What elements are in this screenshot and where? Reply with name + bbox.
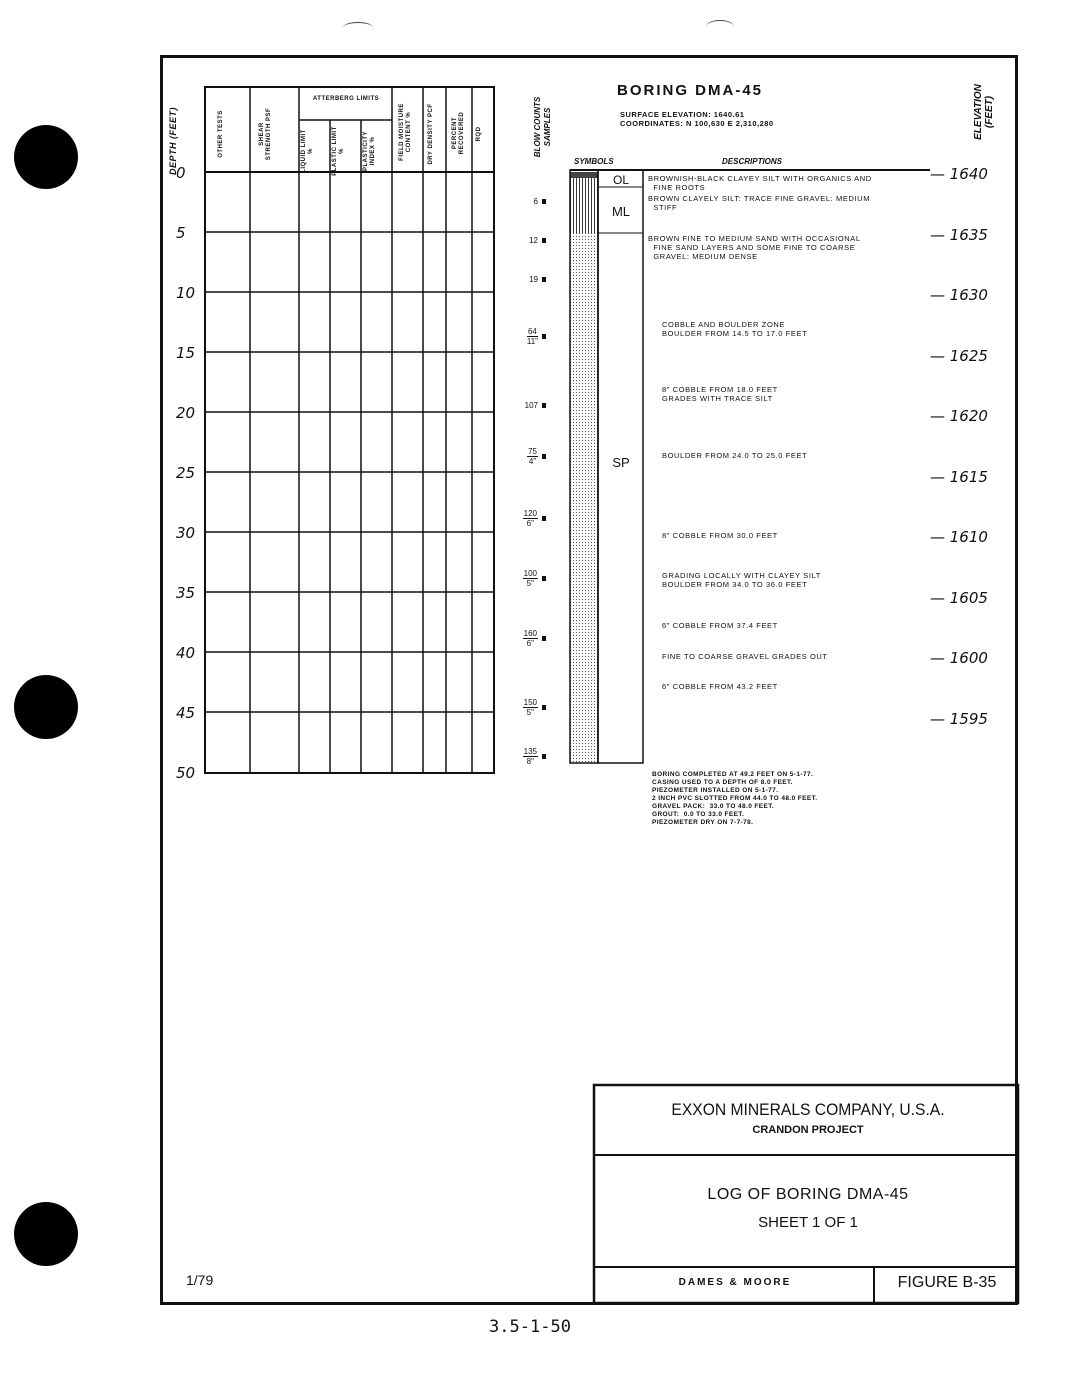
soil-description: 6" COBBLE FROM 43.2 FEET [662, 682, 778, 691]
depth-tick-label: 40 [176, 644, 196, 662]
rqd-header: RQD [476, 126, 482, 142]
percent-recovered-header: PERCENT RECOVERED [452, 111, 465, 155]
binder-hole [14, 675, 78, 739]
sample-length: 5" [526, 579, 534, 588]
sample-marker [542, 576, 546, 581]
elevation-tick-label: — 1630 [930, 286, 988, 304]
sample-marker [542, 238, 546, 243]
plasticity-index-header: PLASTICITY INDEX % [363, 131, 376, 172]
scan-mark [343, 22, 373, 33]
blow-count-sample [508, 275, 546, 284]
elevation-tick-label: — 1605 [930, 588, 988, 607]
sample-marker [542, 454, 546, 459]
blow-count-value: 107 [524, 401, 538, 410]
blow-counts-header: BLOW COUNTS SAMPLES [533, 96, 552, 158]
blow-count-sample [508, 747, 546, 766]
blow-count-value: 64 [527, 327, 537, 336]
depth-tick-label: 45 [176, 704, 196, 722]
blow-count-sample [508, 698, 546, 717]
soil-description: BROWN CLAYELY SILT: TRACE FINE GRAVEL: MEDIUM STIFF [648, 194, 871, 212]
page-number: 3.5-1-50 [489, 1317, 571, 1337]
depth-tick-label: 25 [176, 464, 196, 482]
blow-count-value: 19 [529, 275, 538, 284]
firm-name: DAMES & MOORE [678, 1277, 792, 1288]
plastic-limit-header: PLASTIC LIMIT % [332, 126, 345, 176]
company-name: EXXON MINERALS COMPANY, U.S.A. [671, 1100, 945, 1119]
sample-marker [542, 705, 546, 710]
binder-hole [14, 1202, 78, 1266]
other-tests-header: OTHER TESTS [218, 110, 224, 158]
depth-tick-label: 35 [176, 584, 196, 602]
sample-length: 6" [526, 639, 534, 648]
shear-strength-header: SHEAR STRENGTH PSF [259, 107, 272, 161]
dry-density-header: DRY DENSITY PCF [428, 103, 434, 165]
figure-number: FIGURE B-35 [897, 1274, 997, 1291]
soil-description: 8" COBBLE FROM 18.0 FEET GRADES WITH TRACE SILT [662, 385, 778, 403]
elevation-tick-label: — 1600 [930, 649, 988, 667]
soil-description: FINE TO COARSE GRAVEL GRADES OUT [662, 652, 828, 661]
project-name: CRANDON PROJECT [752, 1124, 864, 1136]
soil-symbol-ol: OL [612, 173, 629, 187]
blow-count-sample [508, 327, 546, 346]
soil-symbol-sp: SP [612, 455, 630, 470]
sample-marker [542, 334, 546, 339]
blow-count-value: 150 [523, 698, 537, 707]
sample-marker [542, 277, 546, 282]
blow-count-value: 135 [523, 747, 537, 756]
log-title: LOG OF BORING DMA-45 [707, 1186, 909, 1203]
sample-length: 8" [526, 757, 534, 766]
sample-marker [542, 636, 546, 641]
soil-description: BROWNISH-BLACK CLAYEY SILT WITH ORGANICS AND FINE ROOTS [648, 174, 872, 192]
descriptions-header: DESCRIPTIONS [722, 157, 783, 166]
depth-column-header: DEPTH (FEET) [168, 107, 178, 175]
elevation-tick-label: — 1620 [930, 407, 988, 425]
elevation-tick-label: — 1635 [930, 225, 988, 244]
sample-marker [542, 199, 546, 204]
binder-hole [14, 125, 78, 189]
blow-count-value: 12 [529, 236, 538, 245]
liquid-limit-header: LIQUID LIMIT % [301, 129, 314, 173]
elevation-header: ELEVATION (FEET) [973, 84, 995, 140]
soil-description: BOULDER FROM 24.0 TO 25.0 FEET [662, 451, 808, 460]
sample-length: 5" [526, 708, 534, 717]
blow-count-sample [508, 447, 546, 466]
sheet-number: SHEET 1 OF 1 [758, 1214, 858, 1231]
soil-description: COBBLE AND BOULDER ZONE BOULDER FROM 14.5 TO 17.0 FEET [662, 320, 808, 338]
boring-notes: BORING COMPLETED AT 49.2 FEET ON 5-1-77. CASING USED TO A DEPTH OF 8.0 FEET. PIEZOMETER INSTALLED ON 5-1-77. 2 INCH PVC SLOTTED FROM 44.0 TO 48.0 FEET. GRAVEL PACK: 33.0 TO 48.0 FEET. GROUT: 0.0 TO 33.0 FEET. PIEZOMETER DRY ON 7-7-78. [652, 771, 818, 826]
depth-tick-label: 20 [176, 404, 196, 422]
depth-tick-label: 0 [176, 164, 186, 182]
atterberg-limits-header: ATTERBERG LIMITS [312, 96, 380, 102]
coordinates: COORDINATES: N 100,630 E 2,310,280 [620, 119, 774, 128]
depth-tick-label: 15 [176, 344, 196, 362]
boring-title: BORING DMA-45 [617, 82, 764, 99]
elevation-tick-label: — 1625 [930, 346, 988, 365]
lab-test-grid [160, 80, 505, 780]
symbols-header: SYMBOLS [574, 157, 614, 166]
date-code: 1/79 [186, 1272, 214, 1288]
surface-elevation: SURFACE ELEVATION: 1640.61 [620, 110, 745, 119]
blow-count-value: 6 [533, 197, 538, 206]
soil-symbol-ml: ML [611, 204, 631, 219]
elevation-tick-label: — 1615 [930, 467, 988, 486]
sample-length: 11" [526, 337, 538, 346]
scan-mark [706, 20, 734, 33]
blow-count-value: 120 [523, 509, 537, 518]
blow-count-sample [508, 197, 546, 206]
blow-count-sample [508, 569, 546, 588]
depth-tick-label: 5 [176, 224, 186, 242]
depth-tick-label: 10 [176, 284, 196, 302]
blow-count-value: 160 [523, 629, 537, 638]
blow-count-sample [508, 401, 546, 410]
sample-marker [542, 754, 546, 759]
blow-count-sample [508, 629, 546, 648]
blow-count-value: 100 [523, 569, 537, 578]
sample-length: 6" [526, 519, 534, 528]
blow-count-value: 75 [528, 447, 537, 456]
blow-count-sample [508, 509, 546, 528]
depth-tick-label: 30 [176, 524, 196, 542]
elevation-tick-label: — 1610 [930, 528, 988, 546]
soil-description: 8" COBBLE FROM 30.0 FEET [662, 531, 778, 540]
soil-description: GRADING LOCALLY WITH CLAYEY SILT BOULDER FROM 34.0 TO 36.0 FEET [662, 571, 821, 589]
blow-count-sample [508, 236, 546, 245]
elevation-tick-label: — 1640 [930, 165, 988, 183]
sample-marker [542, 403, 546, 408]
sample-marker [542, 516, 546, 521]
sample-length: 4" [528, 457, 537, 466]
soil-description: 6" COBBLE FROM 37.4 FEET [662, 621, 778, 630]
soil-description: BROWN FINE TO MEDIUM SAND WITH OCCASIONAL FINE SAND LAYERS AND SOME FINE TO COARSE GRAVEL: MEDIUM DENSE [648, 234, 861, 261]
elevation-tick-label: — 1595 [930, 709, 988, 728]
field-moisture-header: FIELD MOISTURE CONTENT % [399, 103, 412, 161]
depth-tick-label: 50 [176, 764, 196, 782]
